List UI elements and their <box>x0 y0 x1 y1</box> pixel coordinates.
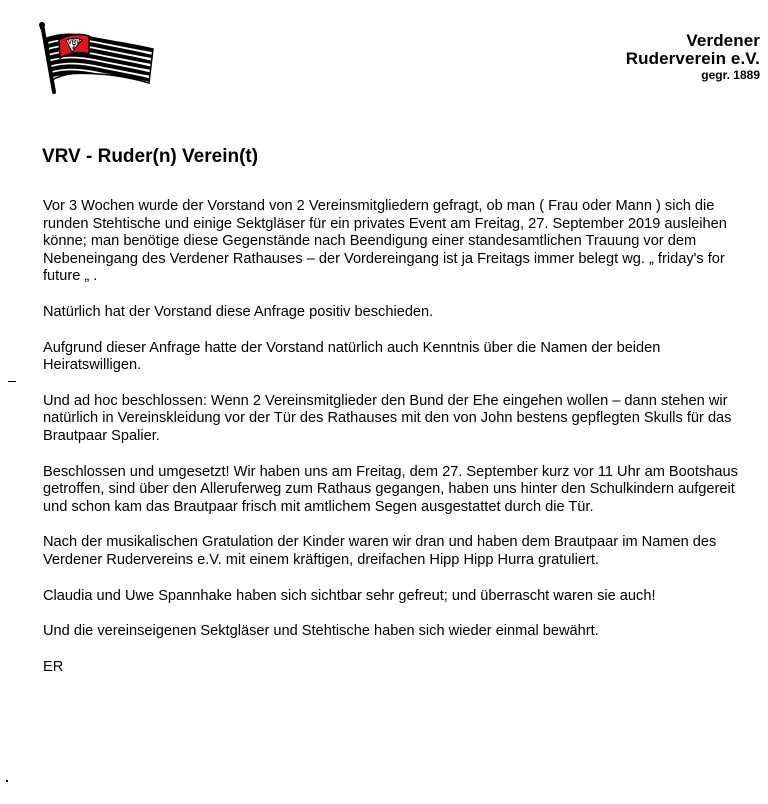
club-header <box>626 32 760 81</box>
founded-year: gegr. 1889 <box>701 67 760 82</box>
logo-text: VRV <box>67 40 81 46</box>
club-flag-logo <box>37 20 161 98</box>
paragraph-7: Claudia und Uwe Spannhake haben sich sichtbar sehr gefreut; und überrascht waren sie auch! <box>43 587 656 604</box>
paragraph-4: Und ad hoc beschlossen: Wenn 2 Vereinsmitglieder den Bund der Ehe eingehen wollen – dann stehen wir natürlich in Vereinskleidung vor der Tür des Rathauses mit den von John bestens gepflegten Skulls für das Brautpaar Spalier. <box>43 392 732 444</box>
paragraph-1: Vor 3 Wochen wurde der Vorstand von 2 Vereinsmitgliedern gefragt, ob man ( Frau oder Mann ) sich die runden Stehtische und einige Sektgläser für ein privates Event am Freitag, 27. September 2019 ausleihen könne; man benötige diese Gegenstände nach Beendigung einer standesamtlichen Trauung vor dem Nebeneingang des Verdener Rathauses – der Vordereingang ist ja Freitags immer belegt wg. „ friday's for future „ . <box>43 198 727 285</box>
paragraph-6: Nach der musikalischen Gratulation der Kinder waren wir dran und haben dem Brautpaar im Namen des Verdener Rudervereins e.V. mit einem kräftigen, dreifachen Hipp Hipp Hurra gratuliert. <box>43 534 717 568</box>
paragraph-2: Natürlich hat der Vorstand diese Anfrage positiv beschieden. <box>43 303 434 320</box>
margin-mark <box>8 381 16 382</box>
signature-initials: ER <box>43 658 64 675</box>
paragraph-5: Beschlossen und umgesetzt! Wir haben uns am Freitag, dem 27. September kurz vor 11 Uhr am Bootshaus getroffen, sind über den Alleruferweg zum Rathaus gegangen, haben uns hinter den Schulkindern aufgereit und schon kam das Brautpaar frisch mit amtlichem Segen ausgestattet durch die Tür. <box>43 463 738 515</box>
paragraph-3: Aufgrund dieser Anfrage hatte der Vorstand natürlich auch Kenntnis über die Namen der beiden Heiratswilligen. <box>43 339 661 374</box>
club-name-line-2: Ruderverein e.V. <box>625 48 760 68</box>
page-title: VRV - Ruder(n) Verein(t) <box>42 146 259 167</box>
article-body <box>43 198 758 676</box>
club-name-line-1: Verdener <box>686 31 760 50</box>
corner-mark <box>6 780 8 782</box>
paragraph-8: Und die vereinseigenen Sektgläser und Stehtische haben sich wieder einmal bewährt. <box>43 623 599 640</box>
